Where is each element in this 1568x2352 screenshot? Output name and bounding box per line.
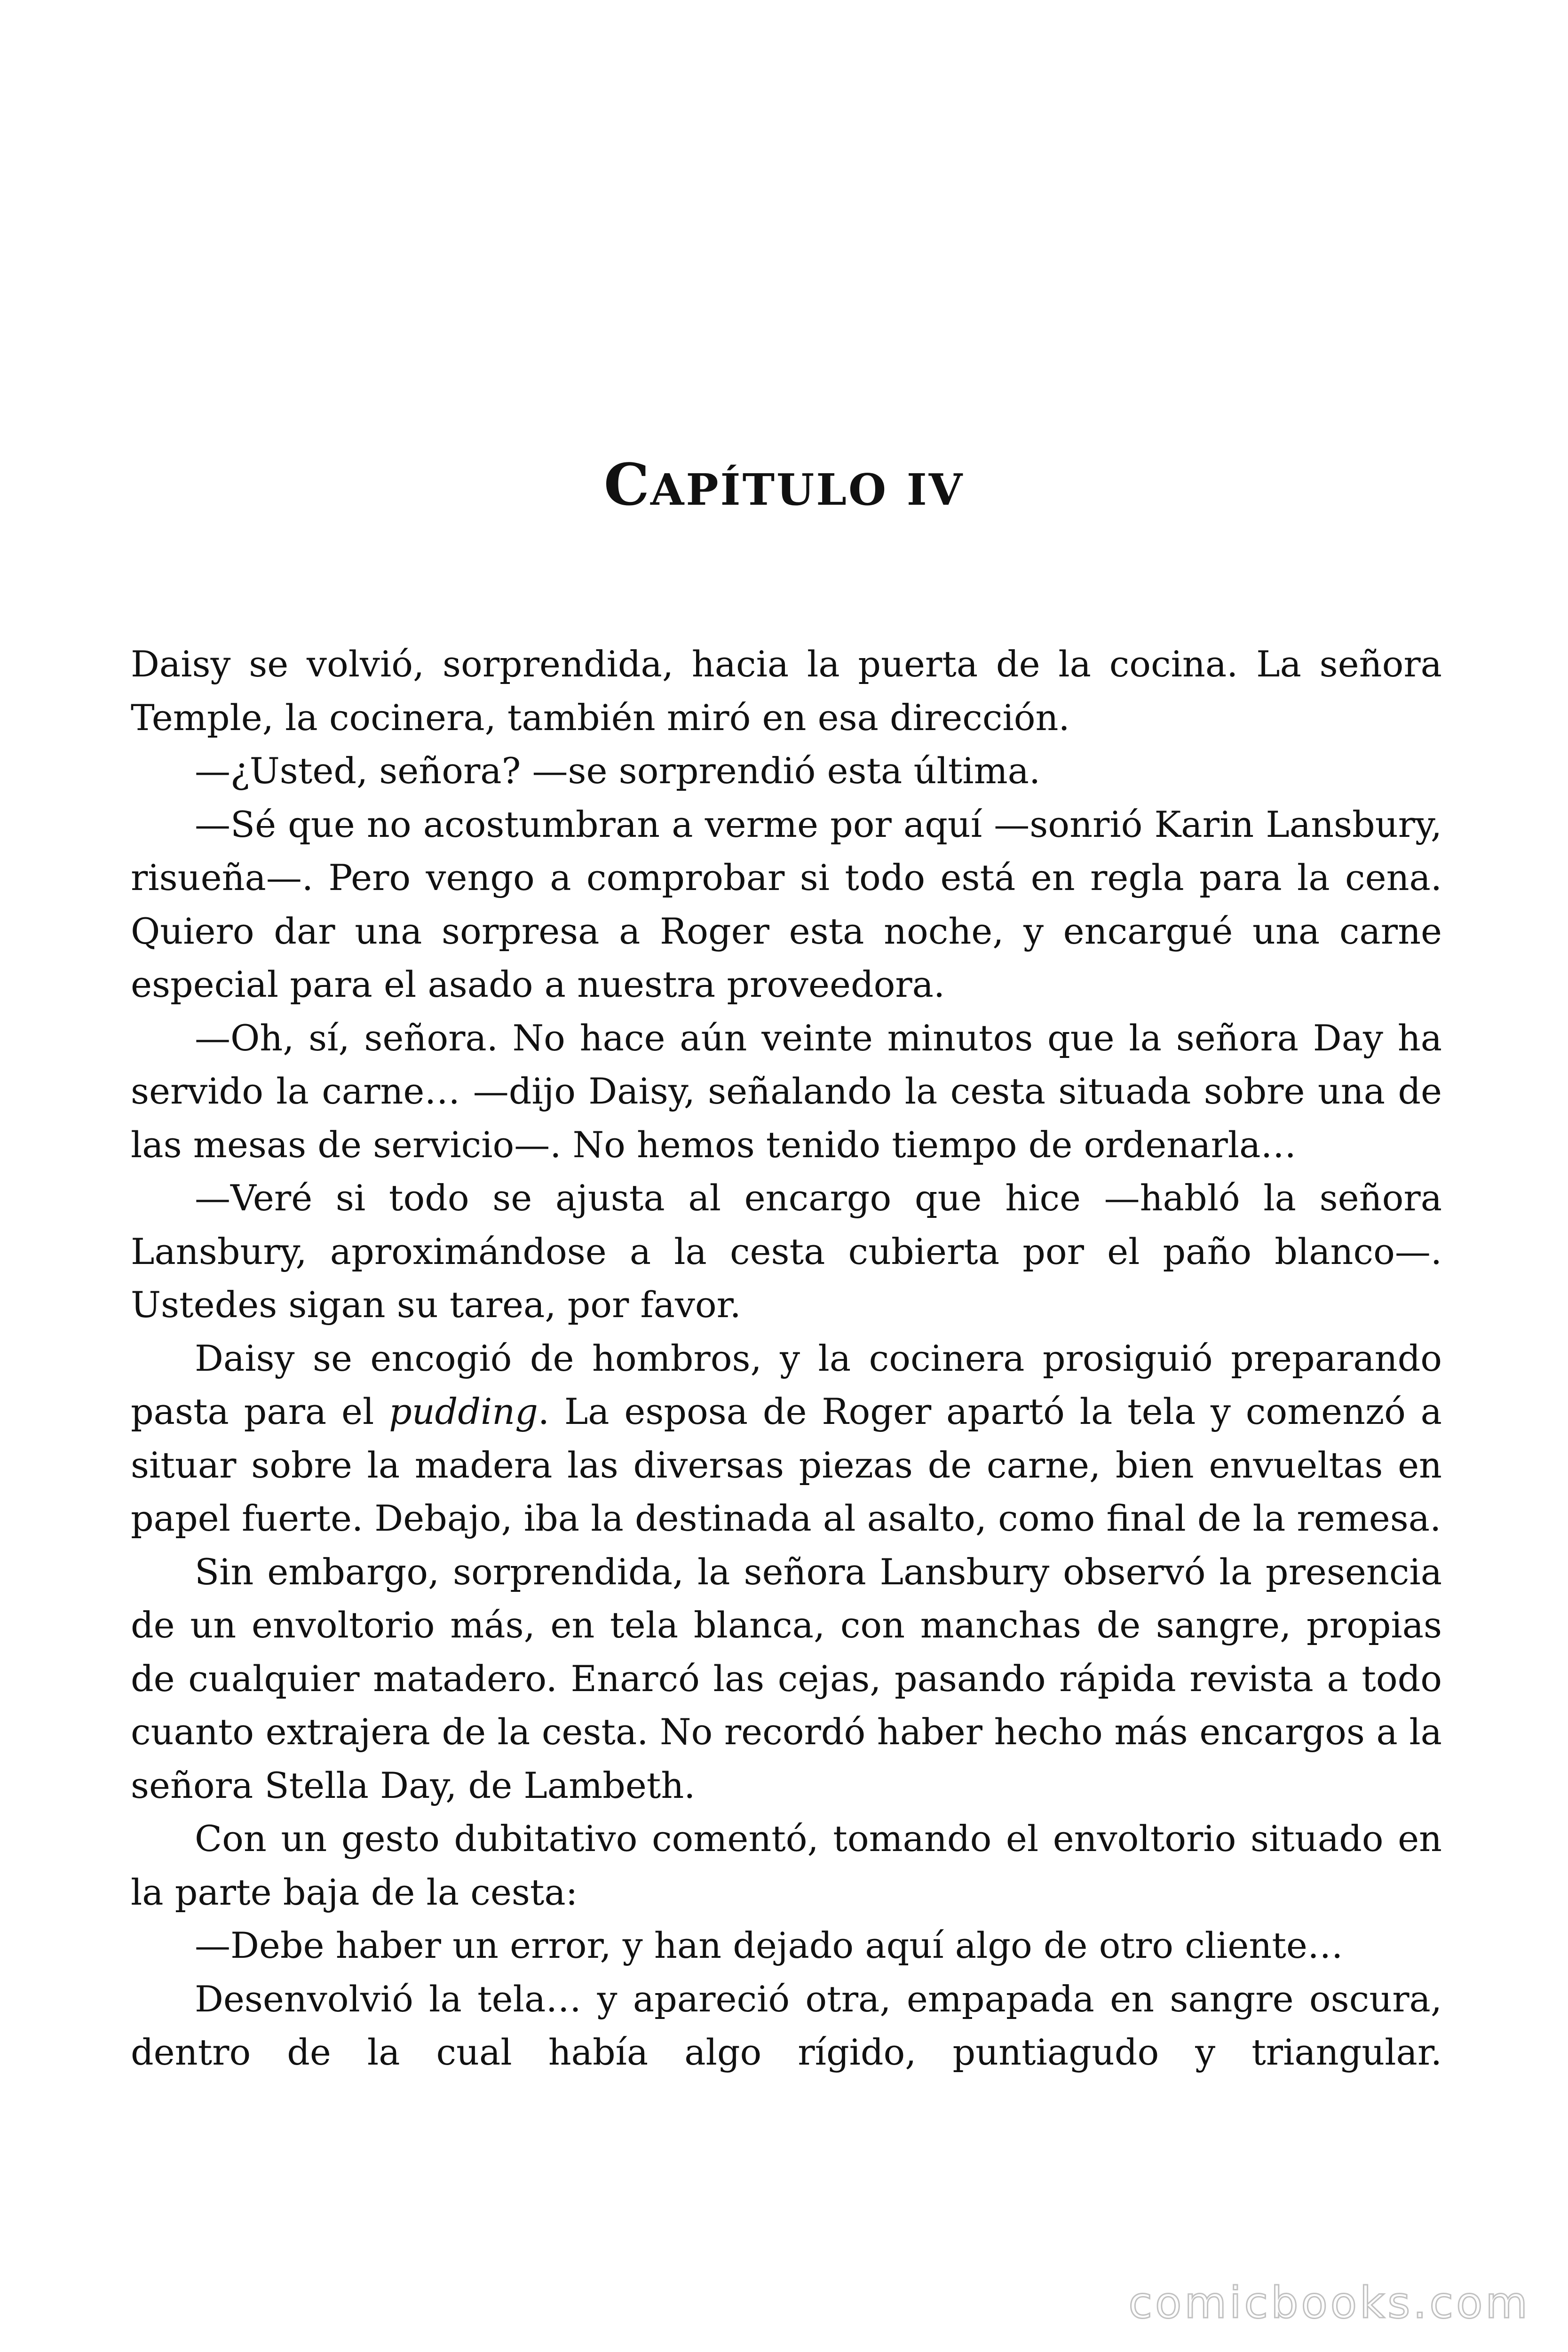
chapter-body xyxy=(131,637,1442,2079)
watermark: comicbooks.com xyxy=(1128,2278,1530,2328)
paragraph: —Oh, sí, señora. No hace aún veinte minutos que la señora Day ha servido la carne… —dijo Daisy, señalando la cesta situada sobre una de las mesas de servicio—. No hemos tenido tiempo de ordenarla… xyxy=(131,1017,1442,1166)
paragraph-text: . La esposa de Roger apartó la tela y comenzó a situar sobre la madera las diversas piezas de carne, bien envueltas en papel fuerte. Debajo, iba la destinada al asalto, como final de la remesa. xyxy=(131,1391,1442,1539)
paragraph: —Sé que no acostumbran a verme por aquí —sonrió Karin Lansbury, risueña—. Pero vengo a comprobar si todo está en regla para la cena. Quiero dar una sorpresa a Roger esta noche, y encargué una carne especial para el asado a nuestra proveedora. xyxy=(131,803,1442,1005)
paragraph: —¿Usted, señora? —se sorprendió esta última. xyxy=(195,750,1041,792)
italic-word: pudding xyxy=(389,1391,538,1432)
paragraph: Con un gesto dubitativo comentó, tomando el envoltorio situado en la parte baja de la cesta: xyxy=(131,1818,1442,1913)
chapter-title-word: APÍTULO xyxy=(650,464,888,515)
paragraph: Desenvolvió la tela… y apareció otra, empapada en sangre oscura, dentro de la cual había algo rígido, puntiagudo y triangular. xyxy=(131,1978,1442,2073)
paragraph-text: Daisy se encogió de hombros, y la cocinera prosiguió preparando pasta para el xyxy=(131,1337,1442,1432)
paragraph: Daisy se volvió, sorprendida, hacia la puerta de la cocina. La señora Temple, la cocinera, también miró en esa dirección. xyxy=(131,643,1442,739)
paragraph xyxy=(131,1332,1442,1545)
chapter-title-initial: C xyxy=(603,451,650,518)
paragraph: Sin embargo, sorprendida, la señora Lansbury observó la presencia de un envoltorio más, en tela blanca, con manchas de sangre, propias de cualquier matadero. Enarcó las cejas, pasando rápida revista a todo cuanto extrajera de la cesta. No recordó haber hecho más encargos a la señora Stella Day, de Lambeth. xyxy=(131,1550,1442,1806)
chapter-number: IV xyxy=(906,464,965,515)
paragraph: —Debe haber un error, y han dejado aquí algo de otro cliente… xyxy=(195,1924,1343,1966)
chapter-title xyxy=(0,452,1568,523)
paragraph: —Veré si todo se ajusta al encargo que hice —habló la señora Lansbury, aproximándose a la cesta cubierta por el paño blanco—. Ustedes sigan su tarea, por favor. xyxy=(131,1177,1442,1326)
